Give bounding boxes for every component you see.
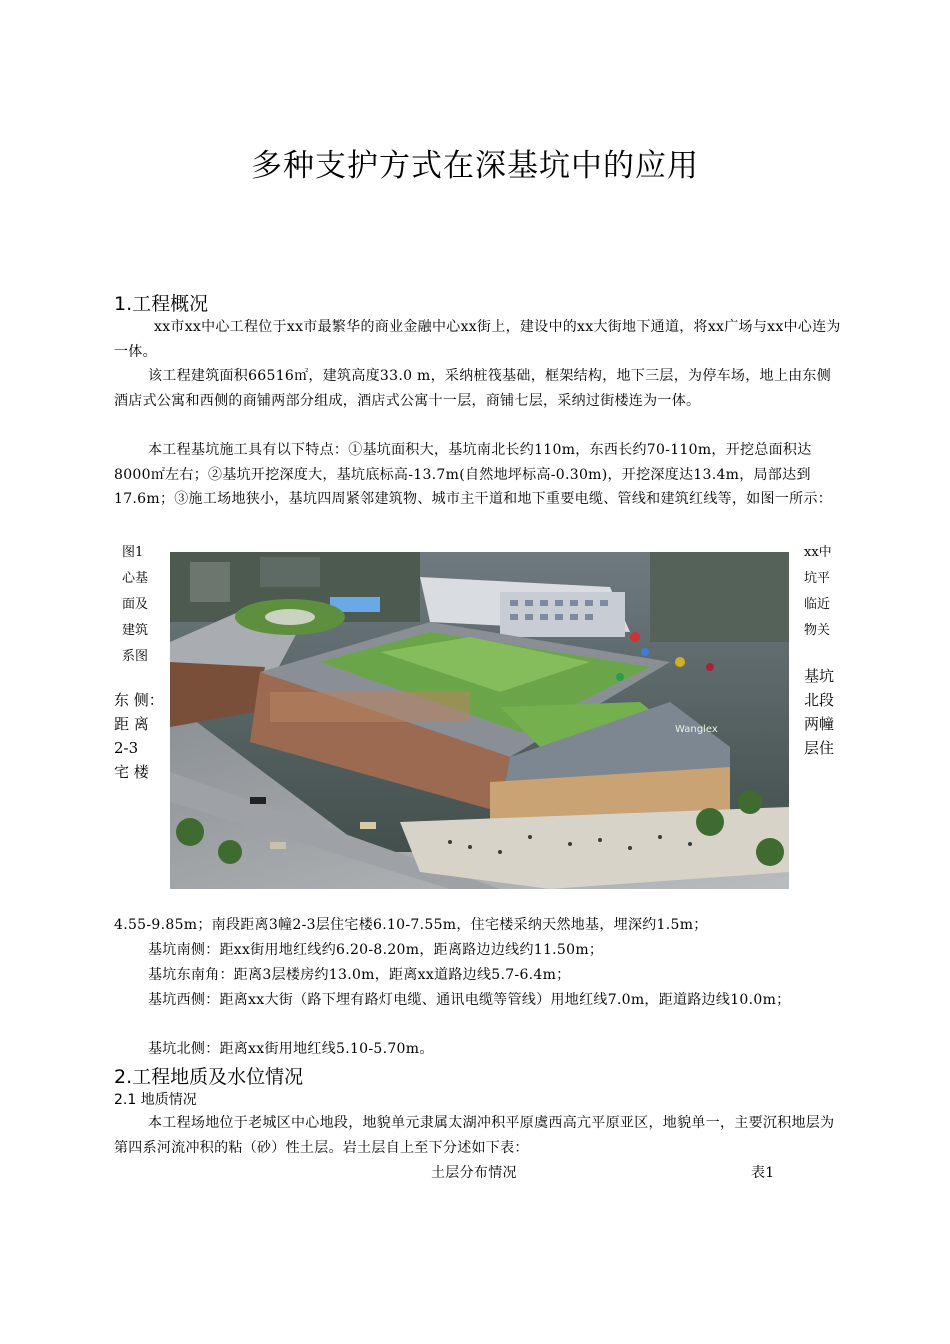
figure-right-line: 临近 xyxy=(804,597,831,612)
figure-right-line: 层住 xyxy=(804,739,835,757)
paragraph-7: 基坑西侧：距离xx大街（路下埋有路灯电缆、通讯电缆等管线）用地红线7.0m，距道路边线10.0m； xyxy=(148,992,791,1008)
figure-right-caption xyxy=(804,540,832,644)
paragraph-2: 该工程建筑面积66516㎡，建筑高度33.0 m，采纳桩筏基础，框架结构，地下三层，为停车场，地上由东侧酒店式公寓和西侧的商铺两部分组成，酒店式公寓十一层，商铺七层，采纳过街楼连为一体。 xyxy=(114,368,832,409)
figure-right-line: 基坑 xyxy=(804,667,835,685)
figure-right-line: 物关 xyxy=(804,623,831,638)
paragraph-4: 4.55-9.85m；南段距离3幢2-3层住宅楼6.10-7.55m，住宅楼采纳天然地基，埋深约1.5m； xyxy=(114,917,708,933)
section-heading-2: 2.工程地质及水位情况 xyxy=(114,1066,304,1088)
table-number: 表1 xyxy=(751,1165,775,1181)
figure-left-line: 系图 xyxy=(122,649,149,664)
figure-left-line: 宅 楼 xyxy=(114,763,149,781)
building-rendering-image xyxy=(170,552,789,889)
figure-right-line: xx中 xyxy=(804,545,832,560)
figure-left-line: 距 离 xyxy=(114,715,149,733)
paragraph-6: 基坑东南角：距离3层楼房约13.0m，距离xx道路边线5.7-6.4m； xyxy=(148,967,571,983)
figure-left-line: 心基 xyxy=(122,571,149,586)
figure-right-line: 北段 xyxy=(804,691,835,709)
figure-left-line: 建筑 xyxy=(122,623,149,638)
figure-left-text xyxy=(114,688,164,784)
paragraph-5: 基坑南侧：距xx街用地红线约6.20-8.20m，距离路边边线约11.50m； xyxy=(148,942,604,958)
paragraph-3: 本工程基坑施工具有以下特点：①基坑面积大，基坑南北长约110m，东西长约70-110m，开挖总面积达8000㎡左右；②基坑开挖深度大，基坑底标高-13.7m(自然地坪标高-0.30m)，开挖深度达13.4m，局部达到17.6m；③施工场地狭小，基坑四周紧邻建筑物、城市主干道和地下重要电缆、管线和建筑红线等，如图一所示： xyxy=(114,442,833,507)
figure-right-line: 两幢 xyxy=(804,715,835,733)
figure-right-text xyxy=(804,664,834,760)
figure-left-caption xyxy=(122,540,148,670)
page-title: 多种支护方式在深基坑中的应用 xyxy=(251,148,699,184)
figure-left-line: 图1 xyxy=(122,545,144,560)
figure-right-line: 坑平 xyxy=(804,571,831,586)
building-sign: Wanglex xyxy=(675,724,718,735)
section-heading-1: 1.工程概况 xyxy=(114,293,209,315)
paragraph-1: xx市xx中心工程位于xx市最繁华的商业金融中心xx街上，建设中的xx大街地下通道，将xx广场与xx中心连为一体。 xyxy=(114,319,841,360)
figure-left-line: 东 侧： xyxy=(114,691,164,709)
table-caption: 土层分布情况 xyxy=(431,1165,517,1181)
figure-left-line: 2-3 xyxy=(114,739,139,757)
subsection-heading-2-1: 2.1 地质情况 xyxy=(114,1092,197,1108)
paragraph-9: 本工程场地位于老城区中心地段，地貌单元隶属太湖冲积平原虞西高亢平原亚区，地貌单一，主要沉积地层为第四系河流冲积的粘（砂）性土层。岩土层自上至下分述如下表： xyxy=(114,1115,835,1156)
paragraph-8: 基坑北侧：距离xx街用地红线5.10-5.70m。 xyxy=(148,1041,434,1057)
figure-left-line: 面及 xyxy=(122,597,149,612)
